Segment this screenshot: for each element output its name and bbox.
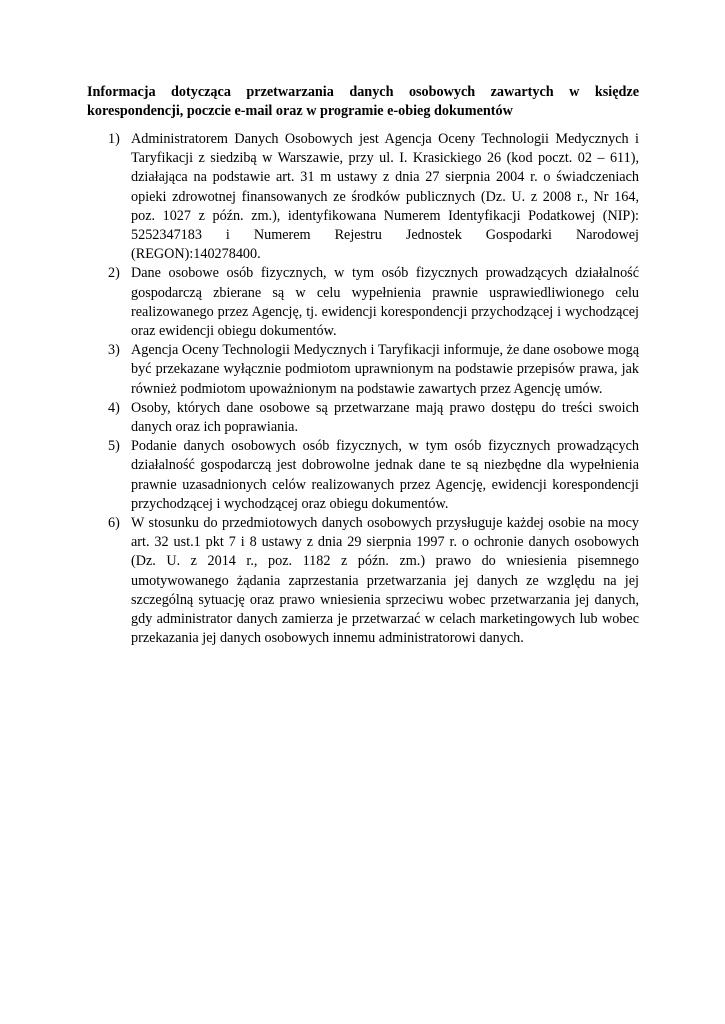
list-item <box>87 514 639 648</box>
list-item-text: Osoby, których dane osobowe są przetwarzane mają prawo dostępu do treści swoich danych oraz ich poprawiania. <box>131 399 639 436</box>
document-title: Informacja dotycząca przetwarzania danych osobowych zawartych w księdze korespondencji, poczcie e-mail oraz w programie e-obieg dokumentów <box>87 84 639 119</box>
list-item <box>87 341 639 399</box>
document-body <box>87 83 639 648</box>
list-item-text: Administratorem Danych Osobowych jest Agencja Oceny Technologii Medycznych i Taryfikacji z siedzibą w Warszawie, przy ul. I. Krasickiego 26 (kod poczt. 02 – 611), działająca na podstawie art. 31 m ustawy z dnia 27 sierpnia 2004 r. o świadczeniach opieki zdrowotnej finansowanych ze środków publicznych (Dz. U. z 2008 r., Nr 164, poz. 1027 z późn. zm.), identyfikowana Numerem Identyfikacji Podatkowej (NIP): 5252347183 i Numerem Rejestru Jednostek Gospodarki Narodowej (REGON):140278400. <box>131 131 639 263</box>
list-item <box>87 399 639 437</box>
list-item-number: 4) <box>108 399 120 416</box>
list-item <box>87 130 639 264</box>
list-item-text: Agencja Oceny Technologii Medycznych i Taryfikacji informuje, że dane osobowe mogą być przekazane wyłącznie podmiotom uprawnionym na podstawie przepisów prawa, jak również podmiotom upoważnionym na podstawie zawartych przez Agencję umów. <box>131 342 639 397</box>
numbered-list <box>87 130 639 648</box>
list-item <box>87 437 639 514</box>
list-item-number: 6) <box>108 515 120 532</box>
list-item-text: W stosunku do przedmiotowych danych osobowych przysługuje każdej osobie na mocy art. 32 ust.1 pkt 7 i 8 ustawy z dnia 29 sierpnia 1997 r. o ochronie danych osobowych (Dz. U. z 2014 r., poz. 1182 z późn. zm.) prawo do wniesienia pisemnego umotywowanego żądania zaprzestania przetwarzania jej danych ze względu na jej szczególną sytuację oraz prawo wniesienia sprzeciwu wobec przetwarzania jej danych, gdy administrator danych zamierza je przetwarzać w celach marketingowych lub wobec przekazania jej danych osobowych innemu administratorowi danych. <box>131 515 639 647</box>
list-item-number: 1) <box>108 131 120 147</box>
list-item-text: Podanie danych osobowych osób fizycznych, w tym osób fizycznych prowadzących działalność gospodarczą jest dobrowolne jednak dane te są niezbędne dla wypełnienia prawnie uzasadnionych celów realizowanych przez Agencję, ewidencji korespondencji przychodzącej i wychodzącej oraz obiegu dokumentów. <box>131 438 639 512</box>
list-item-number: 3) <box>108 342 120 359</box>
list-item-text: Dane osobowe osób fizycznych, w tym osób fizycznych prowadzących działalność gospodarczą zbierane są w celu wypełnienia prawnie usprawiedliwionego celu realizowanego przez Agencję, tj. ewidencji korespondencji przychodzącej i wychodzącej oraz ewidencji obiegu dokumentów. <box>131 265 639 340</box>
list-item-number: 5) <box>108 438 120 455</box>
list-item-number: 2) <box>108 265 120 282</box>
list-item <box>87 264 639 341</box>
